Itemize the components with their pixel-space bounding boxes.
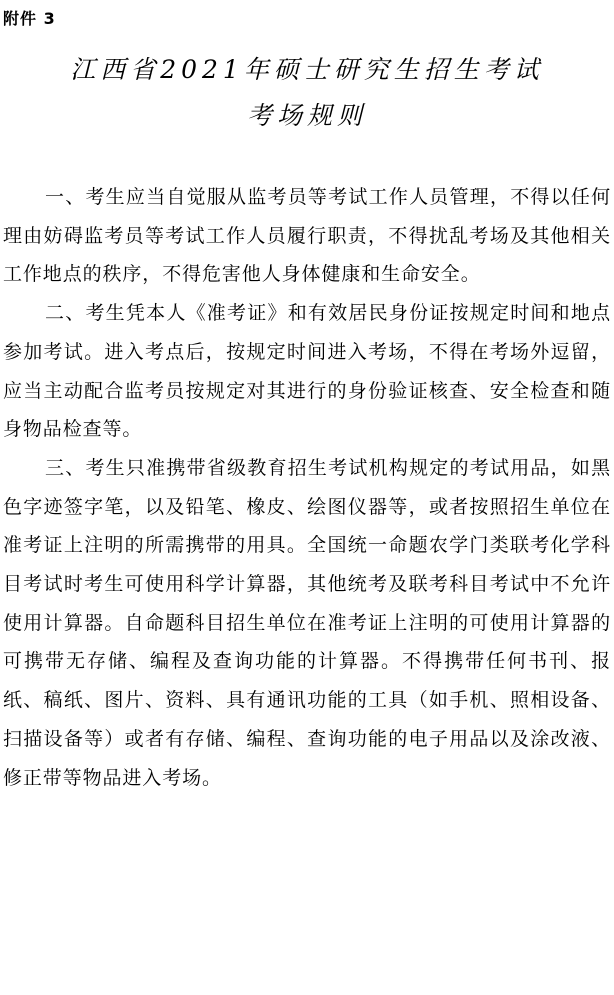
rule-paragraph-1: 一、考生应当自觉服从监考员等考试工作人员管理，不得以任何理由妨碍监考员等考试工作人员履行职责，不得扰乱考场及其他相关工作地点的秩序，不得危害他人身体健康和生命安全。 bbox=[3, 186, 611, 286]
document-title-line-1: 江西省2021年硕士研究生招生考试 bbox=[70, 55, 544, 84]
attachment-label: 附件 3 bbox=[3, 9, 56, 28]
rule-paragraph-2: 二、考生凭本人《准考证》和有效居民身份证按规定时间和地点参加考试。进入考点后，按规定时间进入考场，不得在考场外逗留，应当主动配合监考员按规定对其进行的身份验证核查、安全检查和随身物品检查等。 bbox=[3, 302, 611, 441]
rule-paragraph-3: 三、考生只准携带省级教育招生考试机构规定的考试用品，如黑色字迹签字笔，以及铅笔、橡皮、绘图仪器等，或者按照招生单位在准考证上注明的所需携带的用具。全国统一命题农学门类联考化学科目考试时考生可使用科学计算器，其他统考及联考科目考试中不允许使用计算器。自命题科目招生单位在准考证上注明的可使用计算器的可携带无存储、编程及查询功能的计算器。不得携带任何书刊、报纸、稿纸、图片、资料、具有通讯功能的工具（如手机、照相设备、扫描设备等）或者有存储、编程、查询功能的电子用品以及涂改液、修正带等物品进入考场。 bbox=[3, 456, 611, 789]
document-body bbox=[3, 178, 611, 797]
document-title-line-2: 考场规则 bbox=[246, 101, 367, 130]
